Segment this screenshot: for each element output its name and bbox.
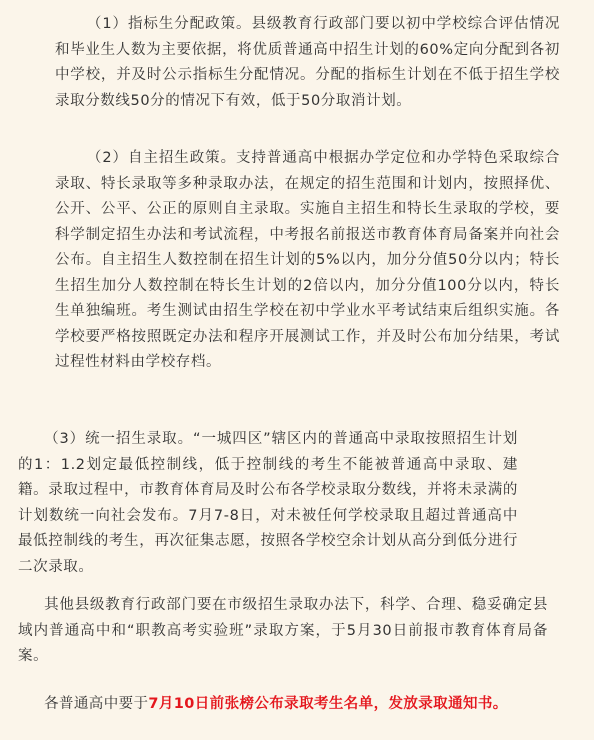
paragraph-quota-policy: （1）指标生分配政策。县级教育行政部门要以初中学校综合评估情况和毕业生人数为主要依据，将优质普通高中招生计划的60%定向分配到各初中学校，并及时公示指标生分配情况。分配的指标生计划在不低于招生学校录取分数线50分的情况下有效，低于50分取消计划。 (55, 16, 560, 109)
paragraph-independent-enrollment: （2）自主招生政策。支持普通高中根据办学定位和办学特色采取综合录取、特长录取等多种录取办法，在规定的招生范围和计划内，按照择优、公开、公平、公正的原则自主录取。实施自主招生和特长生录取的学校，要科学制定招生办法和考试流程，中考报名前报送市教育体育局备案并向社会公布。自主招生人数控制在招生计划的5%以内，加分分值50分以内；特长生招生加分人数控制在特长生计划的2倍以内，加分分值100分以内，特长生单独编班。考生测试由招生学校在初中学业水平考试结束后组织实施。各学校要严格按照既定办法和程序开展测试工作，并及时公布加分结果，考试过程性材料由学校存档。 (55, 150, 560, 370)
announcement-highlight: 7月10日前张榜公布录取考生名单，发放录取通知书。 (148, 696, 508, 712)
paragraph-county-plan: 其他县级教育行政部门要在市级招生录取办法下，科学、合理、稳妥确定县域内普通高中和“职教高考实验班”录取方案，于5月30日前报市教育体育局备案。 (18, 597, 548, 664)
paragraph-announcement (18, 692, 588, 716)
announcement-prefix: 各普通高中要于 (44, 696, 149, 712)
paragraph-unified-admission: （3）统一招生录取。“一城四区”辖区内的普通高中录取按照招生计划的1：1.2划定最低控制线，低于控制线的考生不能被普通高中录取、建籍。录取过程中，市教育体育局及时公布各学校录取分数线，并将未录满的计划数统一向社会发布。7月7-8日，对未被任何学校录取且超过普通高中最低控制线的考生，再次征集志愿，按照各学校空余计划从高分到低分进行二次录取。 (18, 431, 518, 575)
